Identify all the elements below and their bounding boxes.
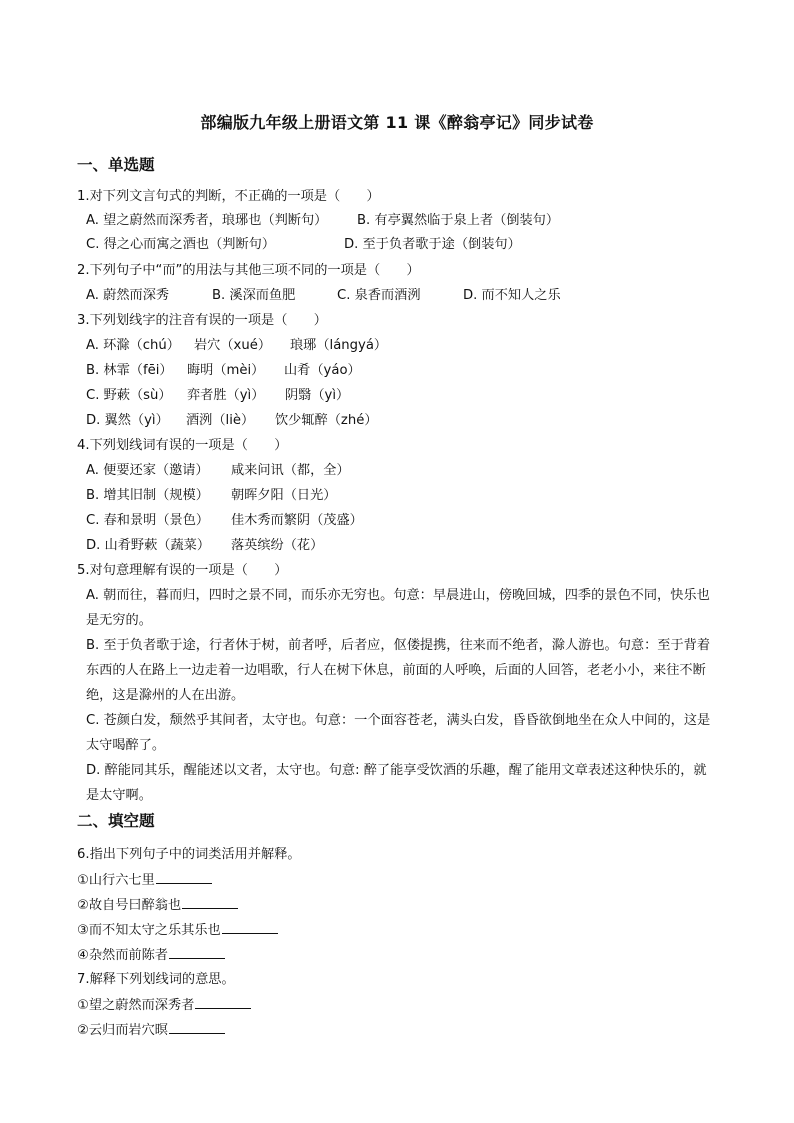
question-2-option-c: C. 泉香而酒洌 [337, 288, 421, 303]
question-3-c-1: C. 野蔌（sù） [86, 388, 172, 403]
question-3-a-3: 琅琊（lángyá） [290, 338, 388, 353]
question-4-d-1: D. 山肴野蔌（蔬菜） [86, 538, 211, 553]
question-4-c-2: 佳木秀而繁阴（茂盛） [231, 513, 363, 528]
answer-blank[interactable] [169, 946, 225, 959]
question-3-c-3: 阴翳（yì） [285, 388, 350, 403]
question-6-item-2 [77, 896, 238, 915]
question-4-a-1: A. 便要还家（邀请） [86, 463, 209, 478]
question-1-stem: 1.对下列文言句式的判断，不正确的一项是（ ） [77, 189, 380, 204]
question-7-item-2 [77, 1021, 225, 1040]
item-text: ③而不知太守之乐其乐也 [77, 923, 221, 938]
question-3-stem: 3.下列划线字的注音有误的一项是（ ） [77, 313, 327, 328]
question-6-item-1 [77, 871, 212, 890]
section-heading-single-choice: 一、单选题 [77, 156, 155, 174]
question-5-option-a: A. 朝而往，暮而归，四时之景不同，而乐亦无穷也。句意：早晨进山，傍晚回城，四季的景色不同，快乐也是无穷的。 [86, 588, 710, 628]
question-7-stem: 7.解释下列划线词的意思。 [77, 972, 235, 987]
question-7-item-1 [77, 996, 251, 1015]
question-3-a-1: A. 环滁（chú） [86, 338, 180, 353]
question-6-item-3 [77, 921, 278, 940]
question-3-d-1: D. 翼然（yì） [86, 413, 169, 428]
question-1-option-c: C. 得之心而寓之酒也（判断句） [86, 237, 276, 252]
question-3-c-2: 弈者胜（yì） [187, 388, 265, 403]
question-2-option-a: A. 蔚然而深秀 [86, 288, 170, 303]
question-4-a-2: 咸来问讯（都，全） [231, 463, 350, 478]
item-text: ④杂然而前陈者 [77, 948, 168, 963]
question-2-stem: 2.下列句子中“而”的用法与其他三项不同的一项是（ ） [77, 263, 420, 278]
question-1-option-d: D. 至于负者歌于途（倒装句） [344, 237, 521, 252]
document-title: 部编版九年级上册语文第 11 课《醉翁亭记》同步试卷 [200, 113, 594, 132]
answer-blank[interactable] [182, 896, 238, 909]
answer-blank[interactable] [195, 996, 251, 1009]
item-text: ①望之蔚然而深秀者 [77, 998, 195, 1013]
question-3-d-3: 饮少辄醉（zhé） [275, 413, 378, 428]
question-3-b-3: 山肴（yáo） [284, 363, 361, 378]
question-2-option-b: B. 溪深而鱼肥 [212, 288, 296, 303]
question-1-option-b: B. 有亭翼然临于泉上者（倒装句） [357, 213, 560, 228]
answer-blank[interactable] [169, 1021, 225, 1034]
question-5-option-b: B. 至于负者歌于途，行者休于树，前者呼，后者应，伛偻提携，往来而不绝者，滁人游也。句意：至于背着东西的人在路上一边走着一边唱歌，行人在树下休息，前面的人呼唤，后面的人回答，老老小小，来往不断绝，这是滁州的人在出游。 [86, 638, 711, 703]
question-3-b-1: B. 林霏（fēi） [86, 363, 173, 378]
question-4-d-2: 落英缤纷（花） [231, 538, 324, 553]
question-1-option-a: A. 望之蔚然而深秀者，琅琊也（判断句） [86, 213, 328, 228]
section-heading-fill-blank: 二、填空题 [77, 812, 155, 830]
question-6-stem: 6.指出下列句子中的词类活用并解释。 [77, 847, 301, 862]
item-text: ②云归而岩穴暝 [77, 1023, 168, 1038]
question-4-b-1: B. 增其旧制（规模） [86, 488, 209, 503]
answer-blank[interactable] [156, 871, 212, 884]
question-6-item-4 [77, 946, 225, 965]
question-4-b-2: 朝晖夕阳（日光） [231, 488, 337, 503]
question-3-b-2: 晦明（mèi） [187, 363, 265, 378]
question-5-option-c: C. 苍颜白发，颓然乎其间者，太守也。句意：一个面容苍老，满头白发，昏昏欲倒地坐在众人中间的，这是太守喝醉了。 [86, 713, 711, 753]
question-2-option-d: D. 而不知人之乐 [463, 288, 561, 303]
answer-blank[interactable] [222, 921, 278, 934]
question-4-stem: 4.下列划线词有误的一项是（ ） [77, 438, 288, 453]
question-4-c-1: C. 春和景明（景色） [86, 513, 210, 528]
question-5-option-d: D. 醉能同其乐，醒能述以文者，太守也。句意: 醉了能享受饮酒的乐趣，醒了能用文章表述这种快乐的，就是太守啊。 [86, 763, 707, 803]
question-5-stem: 5.对句意理解有误的一项是（ ） [77, 563, 288, 578]
question-3-d-2: 酒洌（liè） [186, 413, 255, 428]
question-3-a-2: 岩穴（xué） [194, 338, 272, 353]
item-text: ②故自号曰醉翁也 [77, 898, 182, 913]
item-text: ①山行六七里 [77, 873, 155, 888]
